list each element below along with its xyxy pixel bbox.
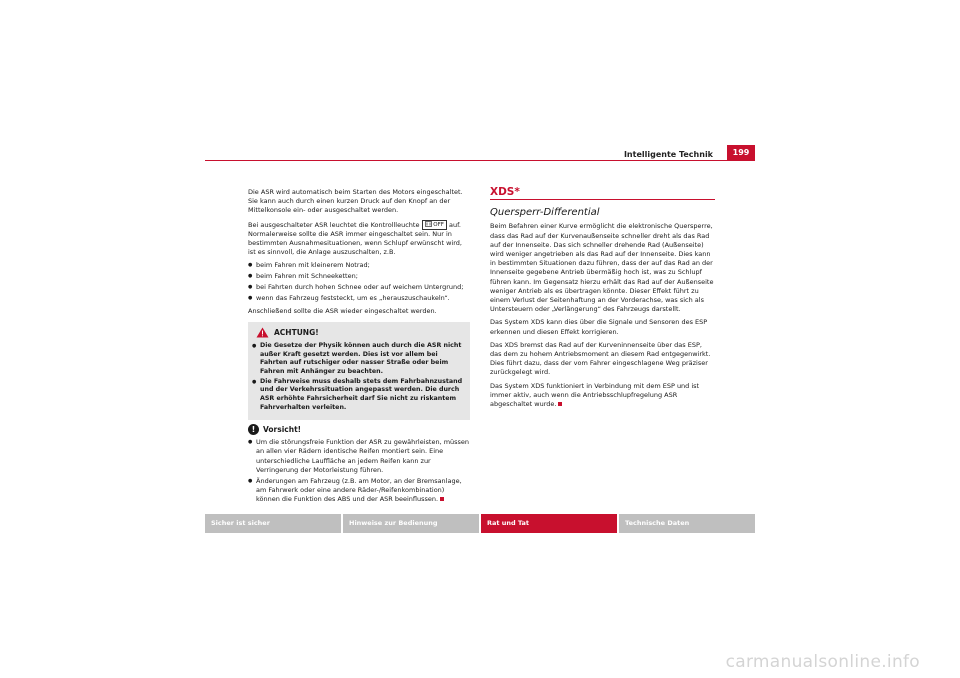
section-heading: XDS* bbox=[490, 188, 715, 200]
tab-hinweise-zur-bedienung[interactable]: Hinweise zur Bedienung bbox=[343, 514, 479, 533]
footer-tabs bbox=[205, 514, 755, 533]
caution-item: ● Änderungen am Fahrzeug (z.B. am Motor, an der Bremsanlage, am Fahrwerk oder eine andere Räder-/Reifenkombination) können die Funktion des ABS und der ASR beeinflussen. bbox=[248, 477, 470, 505]
warning-heading: ACHTUNG! bbox=[274, 327, 319, 337]
xds-paragraph: Das XDS bremst das Rad auf der Kurveninnenseite über das ESP, das dem zu hohem Antriebsmoment an diesem Rad entgegenwirkt. Dies führt dazu, dass der vom Fahrer eingeschlagene Weg präziser zurückgelegt wird. bbox=[490, 340, 711, 377]
asr-off-lamp-icon: OFF bbox=[422, 220, 447, 230]
list-item: ● beim Fahren mit kleinerem Notrad; bbox=[248, 261, 470, 270]
warning-box bbox=[248, 322, 470, 420]
tab-rat-und-tat[interactable]: Rat und Tat bbox=[481, 514, 617, 533]
caution-item: ● Um die störungsfreie Funktion der ASR zu gewährleisten, müssen an allen vier Rädern identische Reifen montiert sein. Eine unterschiedliche Lauffläche an jedem Reifen kann zur Verringerung der Motorleistung führen. bbox=[248, 438, 470, 475]
tab-technische-daten[interactable]: Technische Daten bbox=[619, 514, 755, 533]
xds-paragraph: Beim Befahren einer Kurve ermöglicht die elektronische Quersperre, dass das Rad auf der Kurvenaußenseite schneller dreht als das Rad auf der Innenseite. Das sich schneller drehende Rad (Außenseite) wird weniger angetrieben als das Rad auf der Innenseite. Dies kann in bestimmten Situationen dazu führen, dass der auf das Rad an der Innenseite gegebene Antrieb übermäßig hoch ist, was zu Schlupf führen kann. Im Gegensatz hierzu erhält das Rad auf der Außenseite weniger Antrieb als es übertragen könnte. Dieser Effekt führt zu einem Verlust der Seitenhaftung an der Vorderachse, was sich als Untersteuern oder „Verlängerung“ des Fahrzeugs darstellt. bbox=[490, 222, 714, 314]
list-item: ● wenn das Fahrzeug feststeckt, um es „herauszuschaukeln“. bbox=[248, 294, 470, 303]
left-column bbox=[248, 188, 470, 508]
header-divider bbox=[205, 160, 755, 161]
list-item: ● bei Fahrten durch hohen Schnee oder auf weichem Untergrund; bbox=[248, 283, 470, 292]
warning-item: ● Die Fahrweise muss deshalb stets dem Fahrbahnzustand und der Verkehrssituation angepasst werden. Die durch ASR erhöhte Fahrsicherheit darf Sie nicht zu riskantem Fahrverhalten verleiten. bbox=[252, 378, 466, 412]
tab-sicher-ist-sicher[interactable]: Sicher ist sicher bbox=[205, 514, 341, 533]
section-end-mark bbox=[558, 402, 562, 406]
xds-paragraph: Das System XDS funktioniert in Verbindung mit dem ESP und ist immer aktiv, auch wenn die Antriebsschlupfregelung ASR abgeschaltet wurde. bbox=[490, 381, 700, 409]
caution-heading: Vorsicht! bbox=[263, 425, 302, 435]
caution-list bbox=[248, 438, 470, 504]
asr-intro-paragraph: Die ASR wird automatisch beim Starten des Motors eingeschaltet. Sie kann auch durch einen kurzen Druck auf den Knopf an der Mittelkonsole ein- oder ausgeschaltet werden. bbox=[248, 188, 463, 215]
asr-situations-list bbox=[248, 261, 470, 302]
list-item: ● beim Fahren mit Schneeketten; bbox=[248, 272, 470, 281]
watermark: carmanualsonline.info bbox=[725, 652, 920, 672]
page-number: 199 bbox=[727, 145, 755, 161]
section-subheading: Quersperr-Differential bbox=[490, 207, 600, 219]
caution-exclamation-icon: ! bbox=[248, 424, 259, 435]
xds-paragraph: Das System XDS kann dies über die Signale und Sensoren des ESP erkennen und diesen Effekt korrigieren. bbox=[490, 318, 708, 336]
warning-item: ● Die Gesetze der Physik können auch durch die ASR nicht außer Kraft gesetzt werden. Dies ist vor allem bei Fahrten auf rutschiger oder nasser Straße oder beim Fahren mit Anhänger zu beachten. bbox=[252, 342, 466, 376]
asr-lamp-paragraph: Bei ausgeschalteter ASR leuchtet die Kontrollleuchte OFF auf. Normalerweise sollte die ASR immer eingeschaltet sein. Nur in bestimmten Ausnahmesituationen, wenn Schlupf erwünscht wird, ist es sinnvoll, die Anlage auszuschalten, z.B. bbox=[248, 220, 462, 257]
section-end-mark bbox=[440, 497, 444, 501]
warning-triangle-icon bbox=[256, 327, 269, 338]
right-column bbox=[490, 188, 715, 413]
asr-reenable-paragraph: Anschließend sollte die ASR wieder eingeschaltet werden. bbox=[248, 306, 437, 315]
page-header-title: Intelligente Technik bbox=[623, 150, 713, 159]
